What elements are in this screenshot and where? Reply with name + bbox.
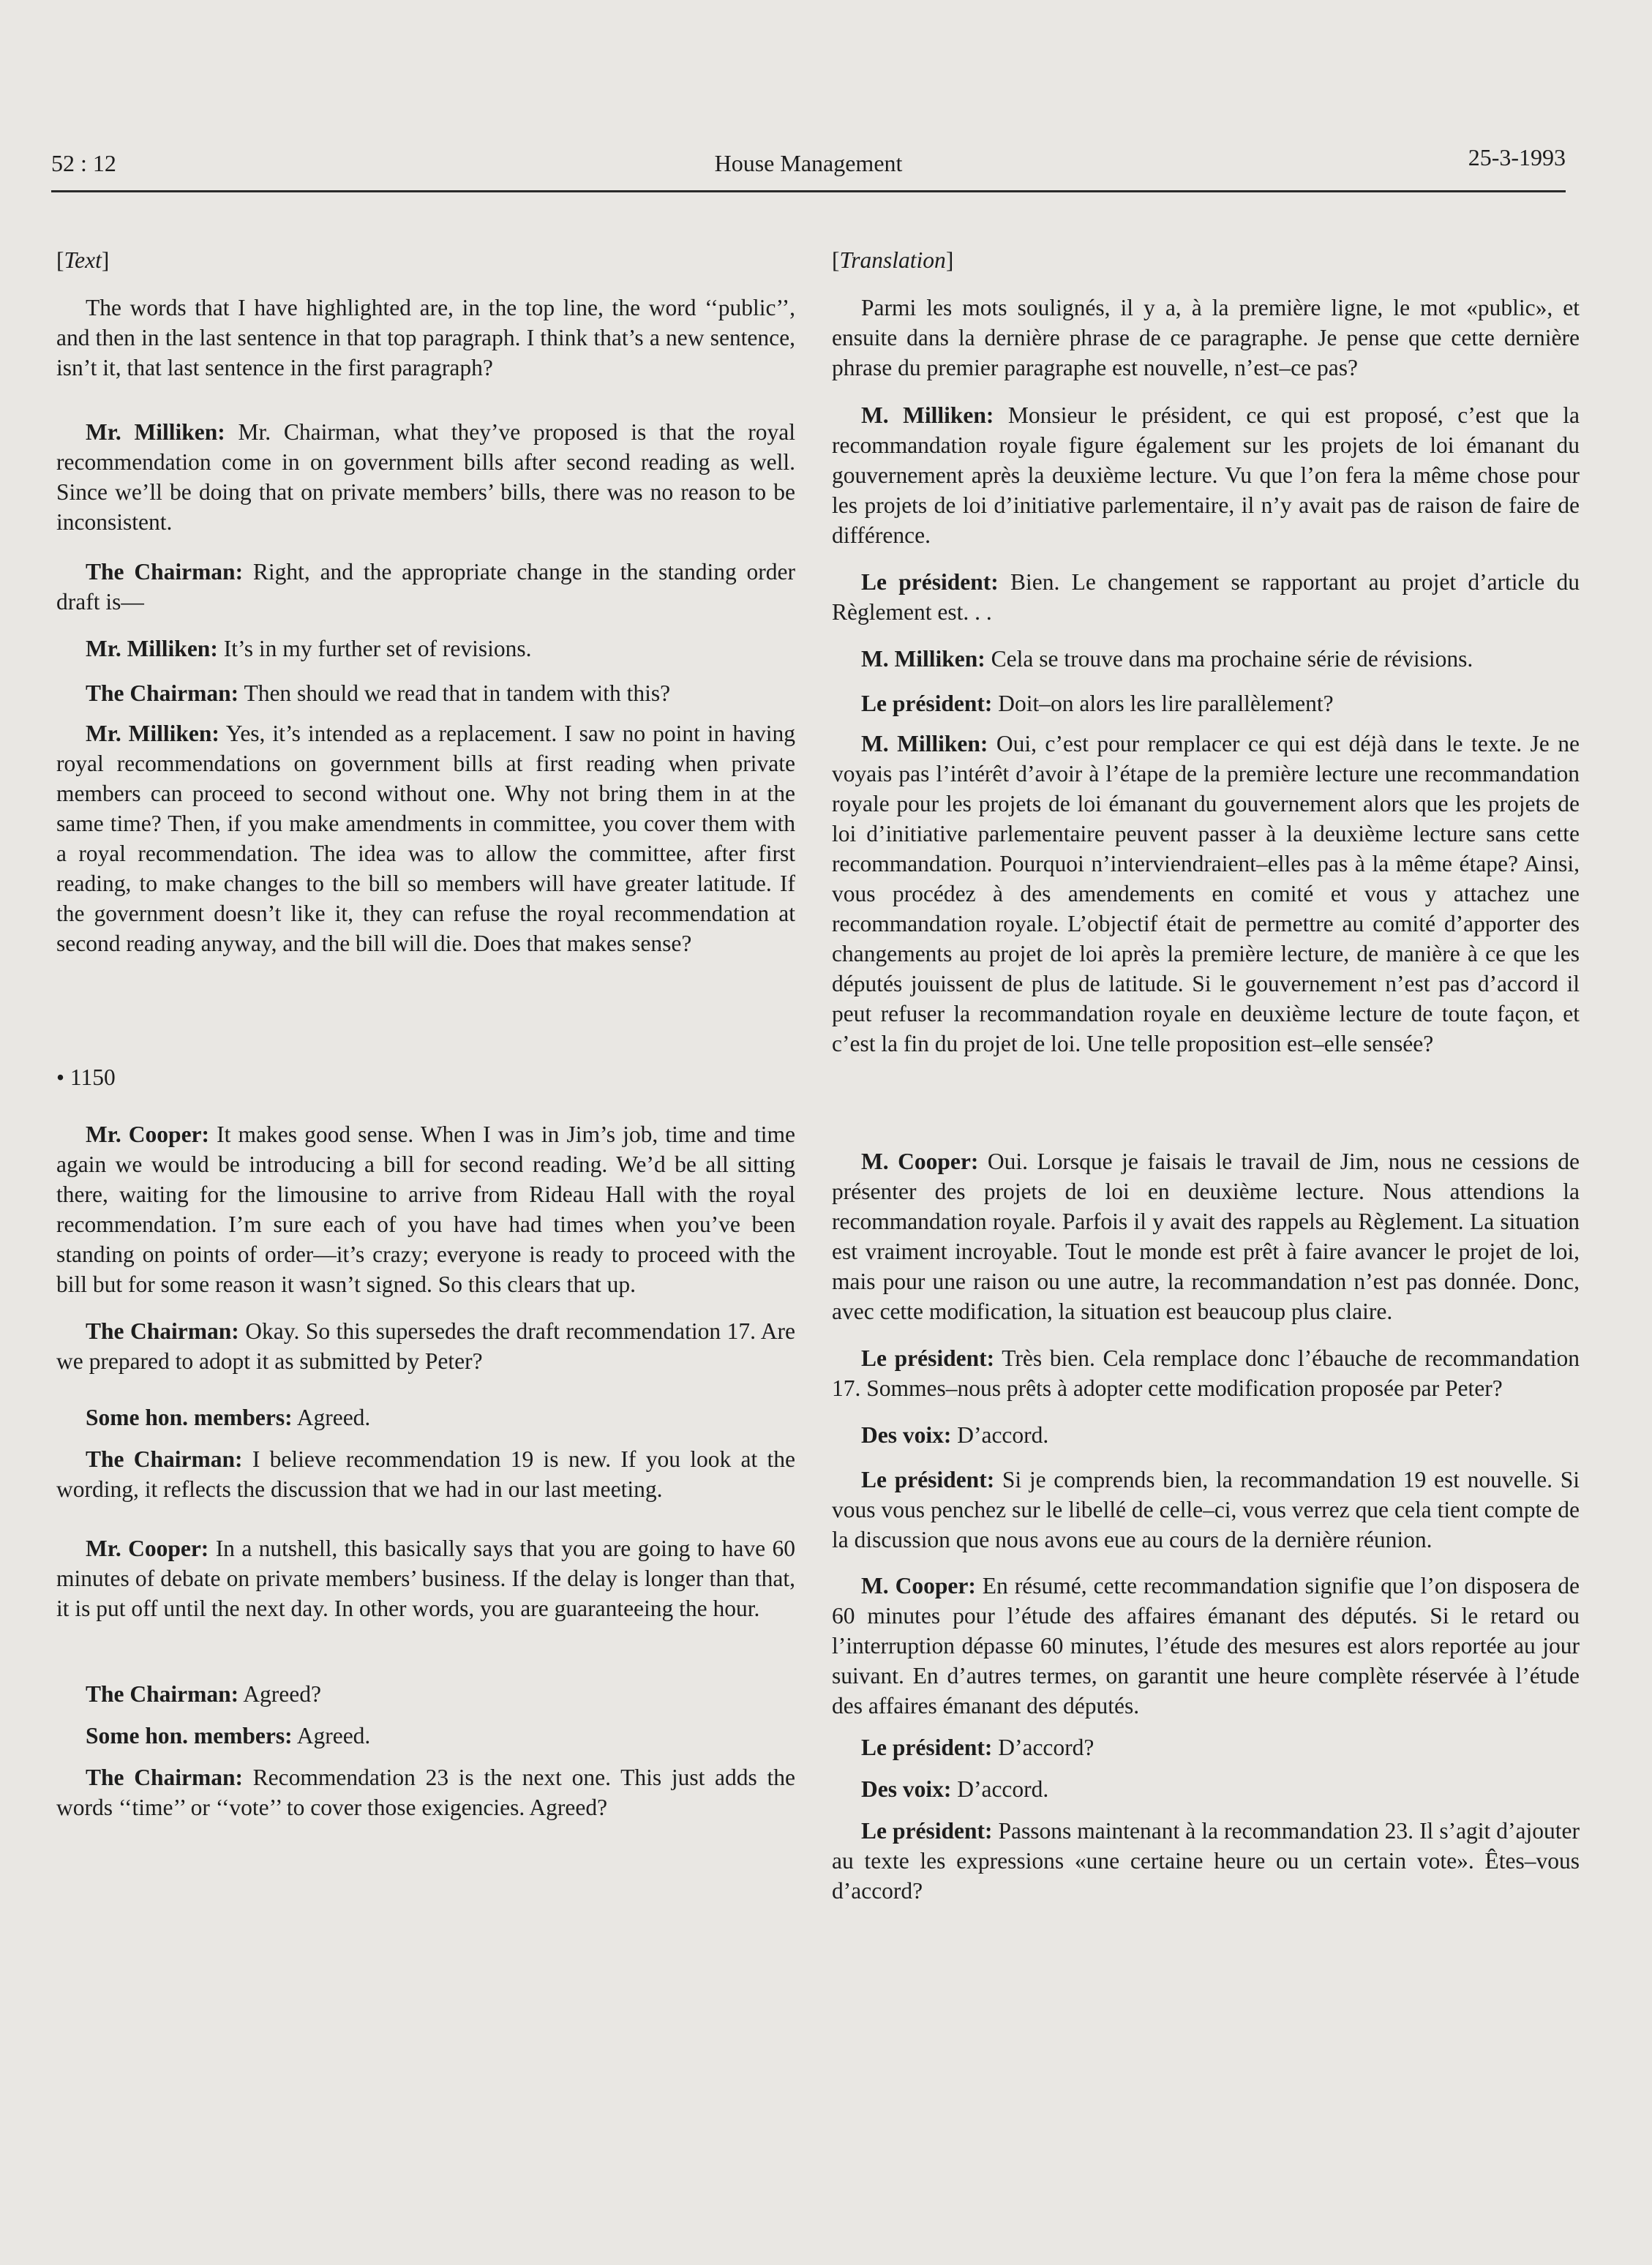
column-tag: [Text] [56, 247, 110, 273]
speaker-name: Le président: [861, 1345, 995, 1371]
speech: The Chairman: Agreed? [86, 1681, 321, 1707]
speaker-name: Mr. Cooper: [86, 1122, 210, 1147]
column-tag: [Translation] [832, 247, 954, 273]
speech: Mr. Milliken: Mr. Chairman, what they’ve proposed is that the royal recommendation come in on government bills after second reading as well. Since we’ll be doing that on private members’ bills, there was no reason to be inconsistent. [56, 419, 795, 535]
speaker-name: The Chairman: [86, 1446, 243, 1472]
speech: M. Cooper: En résumé, cette recommandation signifie que l’on disposera de 60 minutes pour l’étude des affaires émanant des députés. Si le retard ou l’interruption dépasse 60 minutes, l’étude des mesures est alors reportée au jour suivant. En d’autres termes, on garantit une heure complète réservée à l’étude des affaires émanant des députés. [832, 1573, 1580, 1719]
speaker-name: M. Milliken: [861, 731, 988, 756]
speech: Some hon. members: Agreed. [86, 1405, 371, 1430]
speaker-name: Le président: [861, 691, 993, 716]
paragraph: The words that I have highlighted are, in the top line, the word ‘‘public’’, and then in the last sentence in that top paragraph. I think that’s a new sentence, isn’t it, that last sentence in the first paragraph? [56, 295, 795, 380]
running-title: House Management [714, 150, 903, 176]
speech: M. Milliken: Cela se trouve dans ma prochaine série de révisions. [861, 646, 1473, 672]
speaker-name: M. Cooper: [861, 1573, 976, 1599]
speech: Mr. Milliken: Yes, it’s intended as a replacement. I saw no point in having royal recommendations on government bills at first reading when private members can proceed to second without one. Why not bring them in at the same time? Then, if you make amendments in committee, you cover them with a royal recommendation. The idea was to allow the committee, after first reading, to make changes to the bill so members will have greater latitude. If the government doesn’t like it, they can refuse the royal recommendation at second reading anyway, and the bill will die. Does that makes sense? [56, 721, 796, 956]
speech: Le président: D’accord? [861, 1735, 1095, 1760]
speaker-name: Le président: [861, 1735, 993, 1760]
speaker-name: M. Milliken: [861, 646, 985, 672]
speaker-name: The Chairman: [86, 680, 239, 706]
speaker-name: Mr. Cooper: [86, 1536, 209, 1561]
speaker-name: Mr. Milliken: [86, 721, 219, 746]
page-number: 52 : 12 [51, 150, 116, 176]
speech: Le président: Doit–on alors les lire parallèlement? [861, 691, 1334, 716]
speaker-name: The Chairman: [86, 1318, 239, 1344]
speech: The Chairman: I believe recommendation 19 is new. If you look at the wording, it reflects the discussion that we had in our last meeting. [56, 1446, 796, 1502]
time-marker: • 1150 [56, 1064, 116, 1090]
speaker-name: Some hon. members: [86, 1723, 293, 1748]
speaker-name: Mr. Milliken: [86, 419, 225, 445]
speech: Mr. Cooper: It makes good sense. When I was in Jim’s job, time and time again we would be introducing a bill for second reading. We’d be all sitting there, waiting for the limousine to arrive from Rideau Hall with the royal recommendation. I’m sure each of you have had times when you’ve been standing on points of order—it’s crazy; everyone is ready to proceed with the bill but for some reason it wasn’t signed. So this clears that up. [56, 1122, 795, 1297]
speech: The Chairman: Recommendation 23 is the next one. This just adds the words ‘‘time’’ or ‘‘vote’’ to cover those exigencies. Agreed? [56, 1765, 795, 1820]
speech: Some hon. members: Agreed. [86, 1723, 371, 1748]
page-header [51, 144, 1566, 188]
speaker-name: Des voix: [861, 1776, 952, 1802]
speech: Des voix: D’accord. [861, 1422, 1049, 1448]
speaker-name: M. Cooper: [861, 1149, 979, 1174]
english-column [56, 245, 795, 1822]
speech: M. Milliken: Oui, c’est pour remplacer ce qui est déjà dans le texte. Je ne voyais pas l’intérêt d’avoir à l’étape de la première lecture une recommandation royale pour les projets de loi émanant du gouvernement alors que les projets de loi d’initiative parlementaire peuvent passer à la deuxième lecture sans cette recommandation. Pourquoi n’interviendraient–elles pas à la même étape? Ainsi, vous procédez à des amendements en comité et vous y attachez une recommandation royale. L’objectif était de permettre au comité d’apporter des changements au projet de loi après la première lecture, de manière à ce que les députés jouissent de plus de latitude. Si le gouvernement n’est pas d’accord il peut refuser la recommandation royale en deuxième lecture de toute façon, et c’est la fin du projet de loi. Une telle proposition est–elle sensée? [832, 731, 1580, 1056]
speaker-name: M. Milliken: [861, 402, 994, 428]
speech: The Chairman: Right, and the appropriate change in the standing order draft is— [56, 559, 795, 615]
speech: The Chairman: Okay. So this supersedes the draft recommendation 17. Are we prepared to adopt it as submitted by Peter? [56, 1318, 795, 1374]
speaker-name: Mr. Milliken: [86, 636, 218, 661]
speech: Mr. Milliken: It’s in my further set of revisions. [86, 636, 532, 661]
speech: M. Cooper: Oui. Lorsque je faisais le travail de Jim, nous ne cessions de présenter des projets de loi en deuxième lecture. Nous attendions la recommandation royale. Parfois il y avait des rappels au Règlement. La situation est vraiment incroyable. Tout le monde est prêt à faire avancer le projet de loi, mais pour une raison ou une autre, la recommandation n’est pas donnée. Donc, avec cette modification, la situation est beaucoup plus claire. [832, 1149, 1580, 1324]
speaker-name: Le président: [861, 569, 999, 595]
speaker-name: The Chairman: [86, 1765, 243, 1790]
speech: Des voix: D’accord. [861, 1776, 1049, 1802]
speaker-name: Le président: [861, 1467, 995, 1492]
speech: Le président: Très bien. Cela remplace donc l’ébauche de recommandation 17. Sommes–nous prêts à adopter cette modification proposée par Peter? [832, 1345, 1580, 1401]
speech: M. Milliken: Monsieur le président, ce qui est proposé, c’est que la recommandation royale figure également sur les projets de loi émanant du gouvernement après la deuxième lecture. Vu que l’on fera la même chose pour les projets de loi d’initiative parlementaire, il n’y avait pas de raison de faire de différence. [832, 402, 1580, 548]
speaker-name: Des voix: [861, 1422, 952, 1448]
header-rule [51, 190, 1566, 192]
speech: Le président: Passons maintenant à la recommandation 23. Il s’agit d’ajouter au texte les expressions «une certaine heure ou un certain vote». Êtes–vous d’accord? [832, 1818, 1580, 1904]
speech: Le président: Si je comprends bien, la recommandation 19 est nouvelle. Si vous vous penchez sur le libellé de celle–ci, vous verrez que cela tient compte de la discussion que nous avons eue au cours de la dernière réunion. [832, 1467, 1580, 1552]
speech: The Chairman: Then should we read that in tandem with this? [86, 680, 671, 706]
speaker-name: The Chairman: [86, 1681, 239, 1707]
speaker-name: The Chairman: [86, 559, 244, 585]
paragraph: Parmi les mots soulignés, il y a, à la première ligne, le mot «public», et ensuite dans la dernière phrase de ce paragraphe. Je pense que cette dernière phrase du premier paragraphe est nouvelle, n’est–ce pas? [832, 295, 1580, 380]
speech: Mr. Cooper: In a nutshell, this basically says that you are going to have 60 minutes of debate on private members’ business. If the delay is longer than that, it is put off until the next day. In other words, you are guaranteeing the hour. [56, 1536, 795, 1621]
speaker-name: Le président: [861, 1818, 993, 1844]
speech: Le président: Bien. Le changement se rapportant au projet d’article du Règlement est. . . [832, 569, 1580, 625]
header-date: 25-3-1993 [1468, 144, 1566, 170]
french-column [832, 245, 1580, 1906]
speaker-name: Some hon. members: [86, 1405, 293, 1430]
